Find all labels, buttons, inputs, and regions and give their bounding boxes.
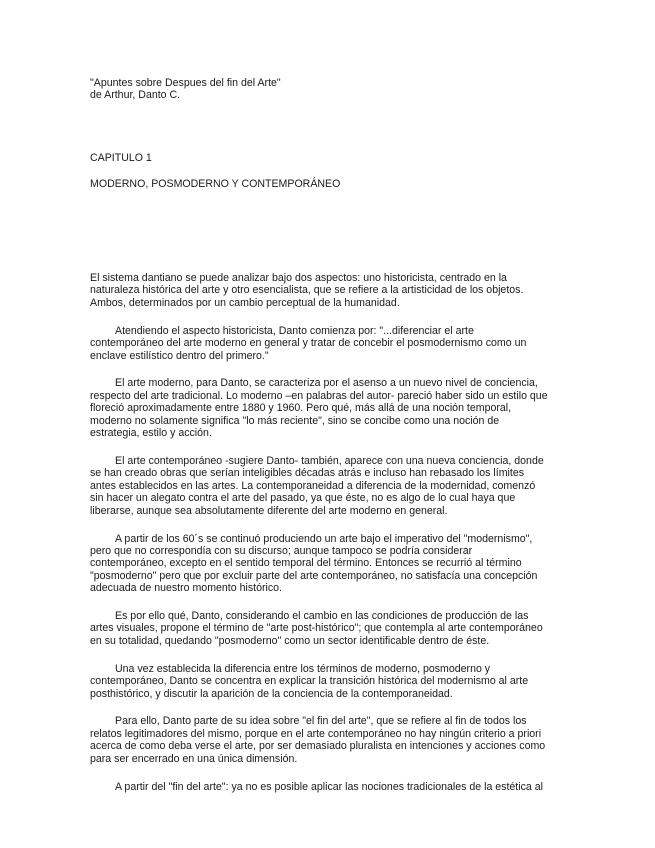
paragraph: El arte moderno, para Danto, se caracteriza por el asenso a un nuevo nivel de conciencia, respecto del arte tradicional. Lo moderno –en palabras del autor- pareció haber sido un estilo que floreció aproximadamente entre 1880 y 1960. Pero qué, más allá de una noción temporal, moderno no solamente significa "lo más reciente", sino se concibe como una noción de estrategia, estilo y acción. (90, 377, 548, 440)
paragraph: A partir del "fin del arte": ya no es posible aplicar las nociones tradicionales de la estética al (115, 780, 543, 793)
document-title: "Apuntes sobre Despues del fin del Arte" (90, 77, 281, 89)
chapter-number: CAPITULO 1 (90, 152, 152, 164)
paragraph: Atendiendo el aspecto historicista, Danto comienza por: "...diferenciar el arte contemporáneo del arte moderno en general y tratar de concebir el posmodernismo como un enclave estilístico dentro del primero." (90, 324, 527, 362)
document-header (90, 77, 570, 102)
paragraph: El arte contemporáneo -sugiere Danto- también, aparece con una nueva conciencia, donde se han creado obras que serían inteligibles décadas atrás e incluso han rebasado los límites antes establecidos en las artes. La contemporaneidad a diferencia de la modernidad, comenzó sin hacer un alegato contra el arte del pasado, ya que éste, no es algo de lo cual haya que liberarse, aunque sea absolutamente diferente del arte moderno en general. (90, 454, 544, 517)
paragraph: A partir de los 60´s se continuó produciendo un arte bajo el imperativo del "modernismo", pero que no correspondía con su discurso; aunque tampoco se podría considerar contemporáneo, excepto en el sentido temporal del término. Entonces se recurrió al término "posmoderno" pero que por excluir parte del arte contemporáneo, no satisfacía una concepción adecuada de nuestro momento histórico. (90, 532, 538, 595)
chapter-title: MODERNO, POSMODERNO Y CONTEMPORÁNEO (90, 178, 341, 190)
document-body (90, 272, 550, 809)
paragraph: El sistema dantiano se puede analizar bajo dos aspectos: uno historicista, centrado en la naturaleza histórica del arte y otro esencialista, que se refiere a la artisticidad de los objetos. Ambos, determinados por un cambio perceptual de la humanidad. (90, 272, 524, 309)
paragraph: Es por ello qué, Danto, considerando el cambio en las condiciones de producción de las artes visuales, propone el término de "arte post-histórico"; que contempla al arte contemporáneo en su totalidad, quedando "posmoderno" como un sector identificable dentro de éste. (90, 610, 543, 647)
paragraph: Una vez establecida la diferencia entre los términos de moderno, posmoderno y contemporáneo, Danto se concentra en explicar la transición histórica del modernismo al arte posthistórico, y discutir la aparición de la conciencia de la contemporaneidad. (90, 662, 529, 700)
paragraph: Para ello, Danto parte de su idea sobre "el fin del arte", que se refiere al fin de todos los relatos legitimadores del mismo, porque en el arte contemporáneo no hay ningún criterio a priori acerca de como deba verse el arte, por ser demasiado pluralista en intenciones y acciones como para ser encerrado en una única dimensión. (90, 715, 546, 765)
document-author: de Arthur, Danto C. (90, 89, 181, 102)
